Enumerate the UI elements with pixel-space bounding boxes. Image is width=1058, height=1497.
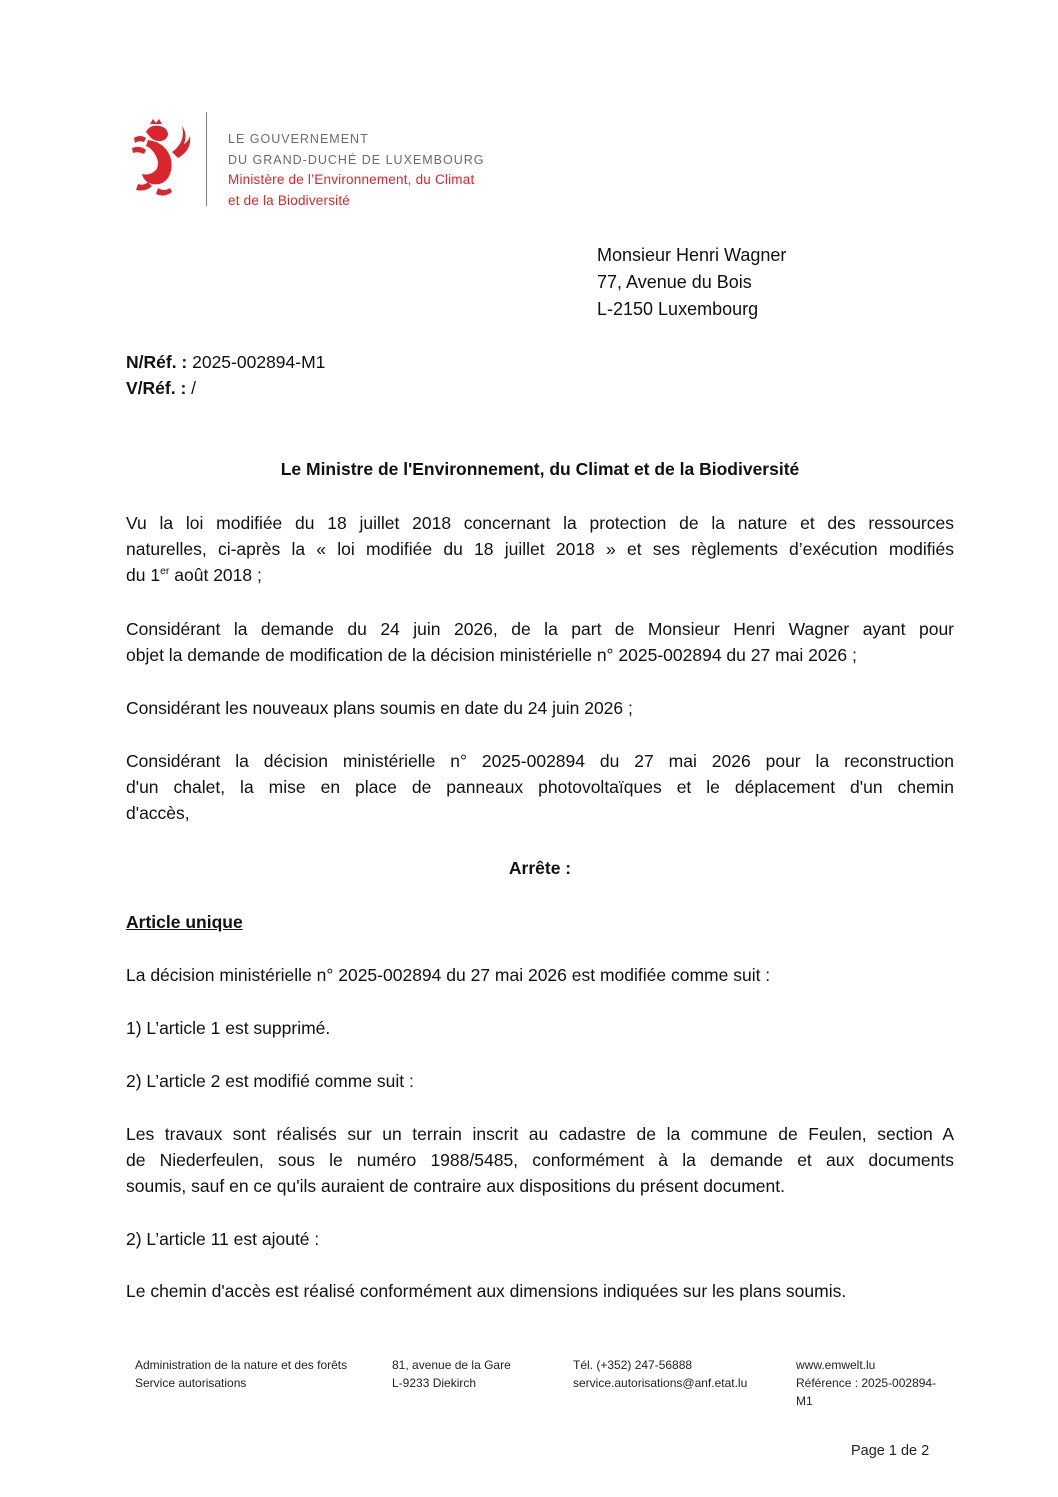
footer-service: Service autorisations (135, 1376, 247, 1390)
footer-phone: Tél. (+352) 247-56888 (573, 1358, 693, 1372)
government-header (228, 129, 485, 211)
recipient-name: Monsieur Henri Wagner (597, 245, 787, 265)
our-reference (126, 349, 325, 375)
footer-website-link[interactable]: www.emwelt.lu (796, 1358, 876, 1372)
vu-line-1: Vu la loi modifiée du 18 juillet 2018 concernant la protection de la nature et des ressources (126, 513, 954, 533)
page-number: Page 1 de 2 (851, 1443, 930, 1459)
footer-admin-name: Administration de la nature et des forêts (135, 1358, 348, 1372)
header-divider (206, 112, 207, 206)
item2-line-3: soumis, sauf en ce qu'ils auraient de contraire aux dispositions du présent document. (126, 1176, 785, 1196)
your-reference-label: V/Réf. : (126, 378, 187, 398)
paragraph-vu-la-loi (126, 510, 954, 588)
item2-line-2: de Niederfeulen, sous le numéro 1988/5485, conformément à la demande et aux documents (126, 1150, 954, 1170)
vu-line-3-sup: er (160, 565, 170, 578)
your-reference (126, 375, 325, 401)
ministry-line-1: Ministère de l’Environnement, du Climat (228, 172, 475, 187)
vu-line-2: naturelles, ci-après la « loi modifiée du 18 juillet 2018 » et ses règlements d’exécution modifiés (126, 539, 954, 559)
red-lion-icon (128, 118, 192, 198)
article-heading (126, 909, 954, 935)
our-reference-value: 2025-002894-M1 (187, 352, 326, 372)
decision-line-2: d'un chalet, la mise en place de panneaux photovoltaïques et le déplacement d'un chemin (126, 777, 954, 797)
article-item-3: 2) L’article 11 est ajouté : (126, 1229, 320, 1249)
paragraph-plans: Considérant les nouveaux plans soumis en date du 24 juin 2026 ; (126, 698, 633, 718)
paragraph-demande (126, 616, 954, 668)
gov-line-1: LE GOUVERNEMENT (228, 132, 369, 146)
footer-reference: Référence : 2025-002894- (796, 1376, 937, 1390)
footer-column-1 (135, 1356, 347, 1392)
demande-line-1: Considérant la demande du 24 juin 2026, de la part de Monsieur Henri Wagner ayant pour (126, 619, 954, 639)
footer-street: 81, avenue de la Gare (392, 1358, 511, 1372)
article-item-2-text (126, 1121, 954, 1199)
article-item-2: 2) L’article 2 est modifié comme suit : (126, 1071, 414, 1091)
recipient-city: L-2150 Luxembourg (597, 299, 759, 319)
references (126, 349, 325, 401)
article-item-3-text: Le chemin d'accès est réalisé conformément aux dimensions indiquées sur les plans soumis. (126, 1281, 847, 1301)
footer-column-4 (796, 1356, 936, 1410)
demande-line-2: objet la demande de modification de la décision ministérielle n° 2025-002894 du 27 mai 2026 ; (126, 645, 857, 665)
footer-city: L-9233 Diekirch (392, 1376, 477, 1390)
decision-line-3: d'accès, (126, 803, 190, 823)
article-intro: La décision ministérielle n° 2025-002894 du 27 mai 2026 est modifiée comme suit : (126, 965, 771, 985)
vu-line-3 (126, 562, 954, 588)
document-title: Le Ministre de l'Environnement, du Climat et de la Biodiversité (280, 459, 800, 479)
ministry-line-2: et de la Biodiversité (228, 192, 351, 208)
footer-reference-suffix: M1 (796, 1394, 813, 1408)
vu-line-3-pre: du 1 (126, 565, 161, 585)
footer-column-3 (573, 1356, 747, 1392)
item2-line-1: Les travaux sont réalisés sur un terrain inscrit au cadastre de la commune de Feulen, section A (126, 1124, 954, 1144)
article-heading-text: Article unique (126, 912, 243, 932)
vu-line-3-post: août 2018 ; (169, 565, 262, 585)
your-reference-value: / (186, 378, 197, 398)
our-reference-label: N/Réf. : (126, 352, 188, 372)
arrete-heading: Arrête : (508, 858, 572, 878)
decision-line-1: Considérant la décision ministérielle n° 2025-002894 du 27 mai 2026 pour la reconstruction (126, 751, 954, 771)
gov-line-2: DU GRAND-DUCHÉ DE LUXEMBOURG (228, 152, 485, 167)
footer-email[interactable]: service.autorisations@anf.etat.lu (573, 1376, 748, 1390)
paragraph-decision (126, 748, 954, 826)
recipient-street: 77, Avenue du Bois (597, 272, 752, 292)
recipient-address (597, 242, 786, 323)
footer-column-2 (392, 1356, 511, 1392)
article-item-1: 1) L’article 1 est supprimé. (126, 1018, 331, 1038)
